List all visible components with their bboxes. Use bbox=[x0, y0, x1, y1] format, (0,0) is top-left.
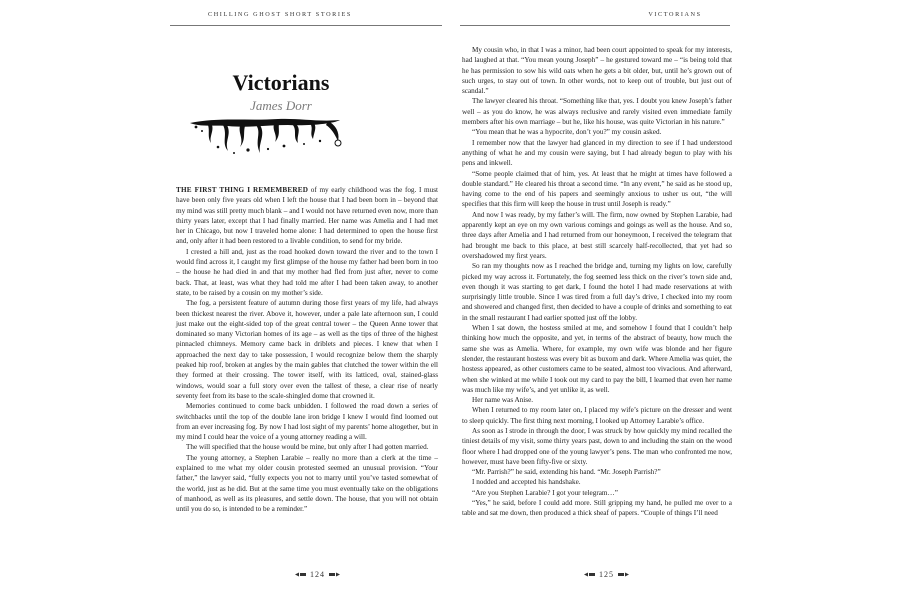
page-number bbox=[295, 570, 340, 579]
paragraph: “You mean that he was a hypocrite, don’t you?” my cousin asked. bbox=[472, 128, 662, 137]
ink-splatter-ornament bbox=[188, 113, 348, 159]
paragraph: Her name was Anise. bbox=[472, 396, 534, 405]
paragraph: “Are you Stephen Larabie? I got your telegram…” bbox=[472, 488, 618, 497]
story-body bbox=[176, 185, 438, 515]
paragraph: And now I was ready, by my father’s will. The firm, now owned by Stephen Larabie, had apparently kept an eye on my own various comings and goings as well as the house. And so, three days after Amelia and I had returned from our honeymoon, I received the telegram that had brought me back to this place, at best still scarcely half-recollected, that yet had so overshadowed my first years. bbox=[462, 210, 732, 260]
paragraph: So ran my thoughts now as I reached the bridge and, turning my lights on low, carefully picked my way across it. Fortunately, the fog seemed less thick on the river’s town side and, even though it was starting to get dark, I found the hotel I had made reservations at with surprisingly little trouble. Since I was tired from a full day’s drive, I checked into my room and showered and changed first, then decided to have a couple of drinks and something to eat in the small restaurant I had earlier spotted just off the lobby. bbox=[462, 262, 732, 322]
story-body bbox=[462, 45, 732, 519]
running-head: CHILLING GHOST SHORT STORIES bbox=[208, 11, 352, 18]
paragraph: When I returned to my room later on, I placed my wife’s picture on the dresser and went to sleep quickly. The first thing next morning, I looked up Attorney Larabie’s office. bbox=[462, 406, 732, 425]
lead-in: THE FIRST THING I REMEMBERED bbox=[176, 186, 309, 194]
page-number-value: 124 bbox=[310, 570, 325, 579]
page-number-value: 125 bbox=[599, 570, 614, 579]
paragraph: When I sat down, the hostess smiled at me, and somehow I found that I couldn’t help thinking how much the opposite, and yet, in terms of the abstract of beauty, how much the same she was as Amelia. Where, for example, my own wife was blonde and her figure slender, the restaurant hostess was every bit as buxom and dark. Where Amelia was quiet, the hostess appeared, as other customers came to be seated, almost too vivacious. And afterward, when she winked at me while I took out my card to pay the bill, I learned that even her name was much like my wife’s, and yet unlike it, as well. bbox=[462, 324, 732, 394]
story-title: Victorians bbox=[232, 70, 330, 95]
paragraph: THE FIRST THING I REMEMBERED of my early childhood was the fog. I must have been only five years old when I left the house that I had been born in – beyond that my mind was still pretty much blank – and I would not have returned even now, more than thirty years later, except that I had finally married. Her name was Amelia and I had met her in Chicago, but now I traveled home alone: I had determined to open the house first and, only after it had been restored to a livable condition, to send for my bride. bbox=[176, 186, 438, 246]
paragraph: I nodded and accepted his handshake. bbox=[472, 478, 581, 487]
paragraph: Memories continued to come back unbidden. I followed the road down a series of switchbacks until the top of the double lane iron bridge I knew I would find loomed out from an ever increasing fog. By now I had lost sight of my parents’ home altogether, but in my mind I could hear the voice of a young attorney reading a will. bbox=[176, 402, 438, 442]
folio-ornament-icon bbox=[329, 572, 340, 577]
header-rule bbox=[460, 25, 730, 26]
paragraph: As soon as I strode in through the door, I was struck by how quickly my mind recalled the tiniest details of my visit, some thirty years past, down to and including the stain on the wood floor where I had dropped one of the young lawyer’s pens. The man who confronted me now, however, must have been fifty-five or sixty. bbox=[462, 426, 732, 466]
folio-ornament-icon bbox=[584, 572, 595, 577]
paragraph: The fog, a persistent feature of autumn during those first years of my life, had always been thickest nearest the river. Above it, however, under a pale late afternoon sun, I could just make out the eight-sided top of the great central tower – the Queen Anne tower that dominated so many Victorian homes of its age – as well as the tips of three of the highest pinnacled chimneys. Memory came back in driblets and pieces. I knew that when I approached the next day to take possession, I would recognize below them the sharply peaked hip roof, broken at angles by the main gables that clutched the tower within the ell they formed at their crossing. The tower itself, with its latticed, oval, stained-glass windows, would soar a full story over even the tallest of these, a clear rise of nearly seventy feet from its base to the scale-shingled dome that crowned it. bbox=[176, 299, 438, 400]
page-number bbox=[584, 570, 629, 579]
paragraph: The will specified that the house would be mine, but only after I had gotten married. bbox=[186, 443, 429, 452]
paragraph: The lawyer cleared his throat. “Something like that, yes. I doubt you knew Joseph’s father well – as you do know, he was always reclusive and rarely visited even immediate family members after his own marriage – but he, like his house, was quite Victorian in his nature.” bbox=[462, 97, 732, 127]
paragraph: “Yes,” he said, before I could add more. Still gripping my hand, he pulled me over to a table and sat me down, then produced a thick sheaf of papers. “Couple of things I’ll need bbox=[462, 499, 732, 518]
running-head: VICTORIANS bbox=[648, 11, 702, 18]
paragraph: “Some people claimed that of him, yes. At least that he might at times have followed a double standard.” He cleared his throat a second time. “In any event,” he said as he stood up, having come to the end of his papers and seemingly anxious to usher us out, “the will specifies that this firm will keep the house in trust until Joseph is ready.” bbox=[462, 169, 732, 209]
paragraph: “Mr. Parrish?” he said, extending his hand. “Mr. Joseph Parrish?” bbox=[472, 468, 661, 477]
paragraph: I remember now that the lawyer had glanced in my direction to see if I had understood anything of what he and my cousin were saying, but I had already begun to play with his pens and inkwell. bbox=[462, 138, 732, 168]
paragraph: My cousin who, in that I was a minor, had been court appointed to speak for my interests, had laughed at that. “You mean young Joseph” – he gestured toward me – “is being told that he has permission to sow his wild oats when he gets a bit older, but, until he’s grown out of such urges, to stay out of town. In other words, not to keep out of trouble, but just out of scandal.” bbox=[462, 46, 732, 96]
right-page bbox=[450, 0, 900, 600]
header-rule bbox=[170, 25, 442, 26]
folio-ornament-icon bbox=[618, 572, 629, 577]
folio-ornament-icon bbox=[295, 572, 306, 577]
paragraph: The young attorney, a Stephen Larabie – really no more than a clerk at the time – explained to me what my older cousin protested seemed an unusual provision. “Your father,” the lawyer said, “fully expects you not to marry until you’ve tasted somewhat of the world, just as he did. But at the same time you must eventually take on the obligations of manhood, as well as its pleasures, and settle down. The house, that you will not obtain until you do so, is intended to be a reminder.” bbox=[176, 453, 438, 514]
story-author: James Dorr bbox=[250, 98, 312, 113]
paragraph: I crested a hill and, just as the road hooked down toward the river and to the town I would find across it, I caught my first glimpse of the house my father had been born in too – the house he had died in and that my mother had fled from just after, never to come back. That, at least, was what they had told me after I had been taken away, to another state, to be raised by a cousin on my mother’s side. bbox=[176, 247, 438, 297]
